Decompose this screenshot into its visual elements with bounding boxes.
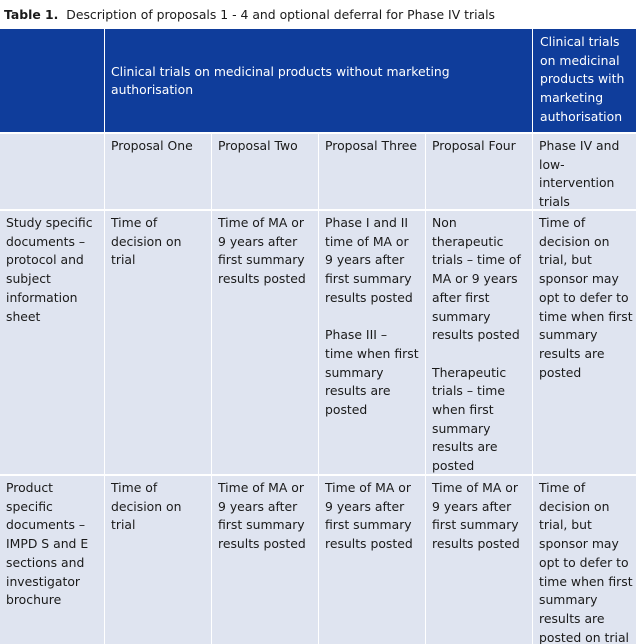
text-line: results posted	[432, 536, 520, 552]
text-line: results posted	[325, 289, 413, 305]
text-line: products with	[540, 71, 625, 87]
text-line: on medicinal	[540, 52, 620, 68]
text-line: time when first	[325, 345, 419, 361]
column-header-proposal-two	[212, 134, 318, 209]
text-line: results posted	[218, 271, 306, 287]
text-line: sections and	[6, 554, 85, 570]
row-product-specific-proposal-two	[212, 476, 318, 644]
column-header-proposal-three-text: Proposal Three	[325, 138, 418, 153]
proposal-four-non-therapeutic	[432, 214, 528, 345]
proposal-three-phase-iii	[325, 326, 421, 420]
table-caption-text: Description of proposals 1 - 4 and optional deferral for Phase IV trials	[66, 7, 496, 22]
text-line: summary	[432, 308, 491, 324]
row-study-specific-proposal-four	[426, 211, 532, 474]
text-line: posted	[432, 458, 475, 474]
text-line: brochure	[6, 592, 62, 608]
text-line: first summary	[325, 271, 412, 287]
text-line: protocol and	[6, 252, 84, 268]
row-product-specific-label	[0, 476, 104, 644]
text-line: sponsor may	[539, 536, 619, 552]
text-line: summary	[432, 420, 491, 436]
text-line: posted on trial	[539, 629, 629, 644]
row-product-specific-proposal-four	[426, 476, 532, 644]
column-header-empty	[0, 134, 104, 209]
text-line: posted	[539, 364, 582, 380]
text-line: intervention	[539, 175, 615, 191]
text-line: authorisation	[540, 108, 623, 124]
text-line: decision on	[111, 233, 182, 249]
text-line: results posted	[432, 327, 520, 343]
text-line: Time of MA or	[325, 480, 411, 495]
row-study-specific-proposal-three	[319, 211, 425, 474]
text-line: results are	[539, 345, 605, 361]
row-study-specific-label	[0, 211, 104, 474]
text-line: time of MA or	[325, 233, 409, 249]
text-line: MA or 9 years	[432, 271, 518, 287]
table-caption	[4, 7, 495, 23]
text-line: after first	[432, 289, 490, 305]
row-product-specific-proposal-one	[105, 476, 211, 644]
text-line: Time of MA or	[218, 480, 304, 495]
text-line: Product	[6, 480, 54, 495]
text-line: trial, but	[539, 252, 592, 268]
text-line: when first	[432, 402, 494, 418]
text-line: first summary	[432, 517, 519, 533]
text-line: sponsor may	[539, 271, 619, 287]
text-line: documents –	[6, 233, 86, 249]
text-line: trials – time of	[432, 252, 521, 268]
row-study-specific-phase-iv	[533, 211, 636, 474]
text-line: opt to defer to	[539, 554, 629, 570]
text-line: Time of	[539, 480, 586, 495]
text-line: trials – time	[432, 383, 505, 399]
text-line: Time of	[111, 480, 158, 495]
text-line: information	[6, 289, 78, 305]
column-header-proposal-one	[105, 134, 211, 209]
text-line: summary	[539, 327, 598, 343]
header-with-ma	[533, 29, 636, 132]
row-study-specific-proposal-one	[105, 211, 211, 474]
text-line: summary	[325, 364, 384, 380]
text-line: results posted	[325, 536, 413, 552]
text-line: specific	[6, 498, 53, 514]
text-line: Study specific	[6, 215, 93, 230]
text-line: decision on	[539, 498, 610, 514]
text-line: first summary	[325, 517, 412, 533]
column-header-proposal-three	[319, 134, 425, 209]
proposal-three-phase-i-ii	[325, 214, 421, 308]
column-header-proposal-one-text: Proposal One	[111, 138, 193, 153]
text-line: 9 years after	[325, 498, 405, 514]
column-header-phase-iv	[533, 134, 636, 209]
text-line: 9 years after	[218, 498, 298, 514]
text-line: summary	[539, 592, 598, 608]
column-header-proposal-four	[426, 134, 532, 209]
text-line: time when first	[539, 573, 633, 589]
text-line: IMPD S and E	[6, 536, 89, 552]
text-line: Therapeutic	[432, 364, 507, 380]
text-line: trial	[111, 517, 136, 533]
text-line: time when first	[539, 308, 633, 324]
row-product-specific-proposal-three	[319, 476, 425, 644]
text-line: first summary	[218, 517, 305, 533]
proposals-table	[0, 29, 636, 644]
text-line: Non	[432, 215, 457, 230]
text-line: opt to defer to	[539, 289, 629, 305]
text-line: 9 years after	[325, 252, 405, 268]
text-line: decision on	[111, 498, 182, 514]
text-line: results posted	[218, 536, 306, 552]
proposal-four-therapeutic	[432, 364, 528, 474]
column-header-proposal-four-text: Proposal Four	[432, 138, 516, 153]
text-line: posted	[325, 402, 368, 418]
text-line: decision on	[539, 233, 610, 249]
text-line: Time of	[539, 215, 586, 230]
row-study-specific-proposal-two	[212, 211, 318, 474]
column-header-proposal-two-text: Proposal Two	[218, 138, 298, 153]
text-line: Phase I and II	[325, 215, 409, 230]
text-line: trials	[539, 194, 570, 209]
text-line: first summary	[218, 252, 305, 268]
text-line: trial, but	[539, 517, 592, 533]
text-line: results are	[325, 383, 391, 399]
text-line: Time of	[111, 215, 158, 230]
text-line: documents –	[6, 517, 86, 533]
header-without-ma	[105, 29, 532, 132]
text-line: Time of MA or	[432, 480, 518, 495]
row-product-specific-phase-iv	[533, 476, 636, 644]
text-line: sheet	[6, 308, 41, 324]
header-without-ma-text: Clinical trials on medicinal products without marketing authorisation	[111, 63, 450, 97]
text-line: investigator	[6, 573, 80, 589]
header-corner-cell	[0, 29, 104, 132]
text-line: marketing	[540, 90, 604, 106]
text-line: Time of MA or	[218, 215, 304, 230]
text-line: Clinical trials	[540, 34, 620, 49]
text-line: 9 years after	[218, 233, 298, 249]
text-line: 9 years after	[432, 498, 512, 514]
text-line: Phase IV and	[539, 138, 620, 153]
text-line: results are	[432, 439, 498, 455]
text-line: subject	[6, 271, 51, 287]
table-label: Table 1.	[4, 7, 59, 22]
text-line: trial	[111, 252, 136, 268]
text-line: Phase III –	[325, 327, 388, 343]
text-line: low-	[539, 156, 565, 172]
text-line: results are	[539, 610, 605, 626]
text-line: therapeutic	[432, 233, 504, 249]
